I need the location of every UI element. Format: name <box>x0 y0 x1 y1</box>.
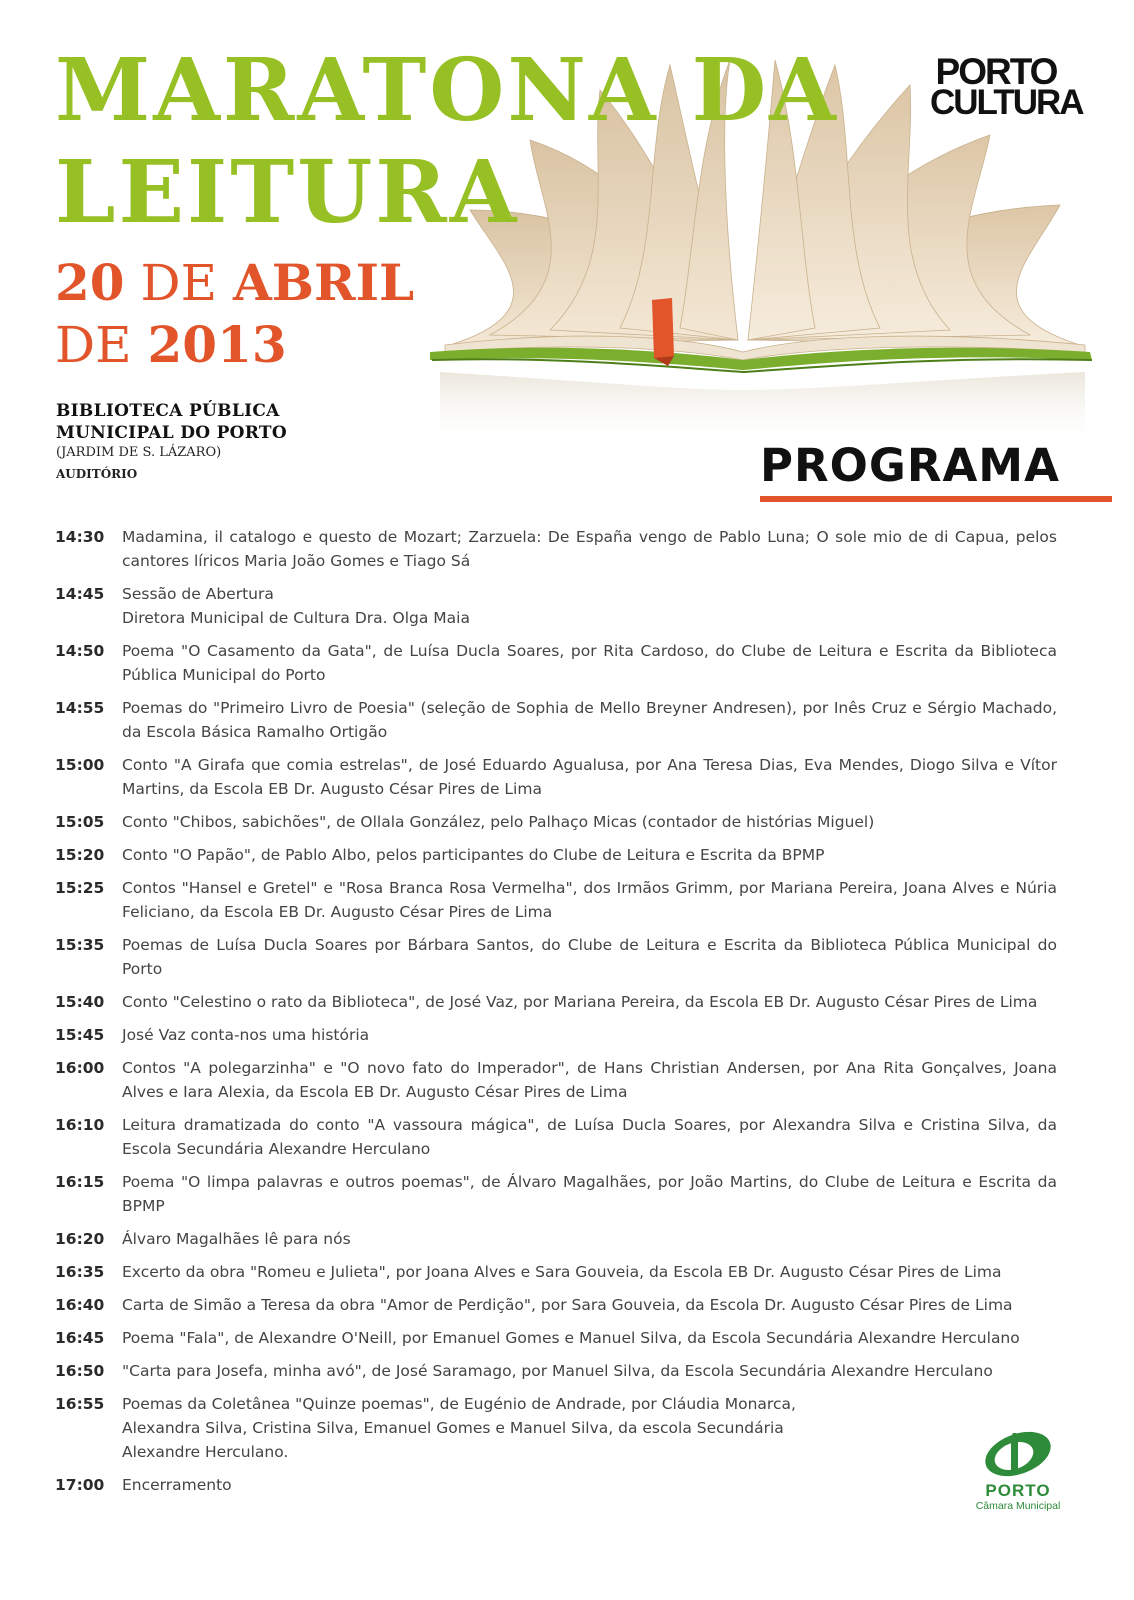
schedule-description: Contos "Hansel e Gretel" e "Rosa Branca Rosa Vermelha", dos Irmãos Grimm, por Mariana Pereira, Joana Alves e Núria Feliciano, da Escola EB Dr. Augusto César Pires de Lima <box>122 879 1057 921</box>
schedule-time: 14:30 <box>55 528 105 546</box>
schedule-time: 16:20 <box>55 1230 105 1248</box>
date-day: 20 <box>55 253 125 312</box>
schedule-row <box>55 1326 1057 1350</box>
event-title-line2: LEITURA <box>55 142 520 243</box>
schedule-time: 16:10 <box>55 1116 105 1134</box>
schedule-time: 16:45 <box>55 1329 105 1347</box>
schedule-row <box>55 1473 1057 1497</box>
schedule-row <box>55 1392 1057 1464</box>
schedule-time: 17:00 <box>55 1476 105 1494</box>
venue-address: (JARDIM DE S. LÁZARO) <box>56 445 222 460</box>
schedule-time: 15:20 <box>55 846 105 864</box>
schedule-description: Conto "Chibos, sabichões", de Ollala González, pelo Palhaço Micas (contador de histórias Miguel) <box>122 813 875 831</box>
schedule-time: 16:35 <box>55 1263 105 1281</box>
schedule-time: 16:55 <box>55 1395 105 1413</box>
venue-block <box>56 400 287 486</box>
date-month: ABRIL <box>233 253 415 312</box>
schedule-row <box>55 582 1057 630</box>
venue-name-line1: BIBLIOTECA PÚBLICA <box>56 401 280 421</box>
schedule-time: 16:40 <box>55 1296 105 1314</box>
schedule-time: 16:00 <box>55 1059 105 1077</box>
schedule-description: Carta de Simão a Teresa da obra "Amor de Perdição", por Sara Gouveia, da Escola Dr. Augusto César Pires de Lima <box>122 1296 1013 1314</box>
schedule-time: 14:55 <box>55 699 105 717</box>
schedule-description: Conto "Celestino o rato da Biblioteca", de José Vaz, por Mariana Pereira, da Escola EB Dr. Augusto César Pires de Lima <box>122 993 1038 1011</box>
porto-cultura-logo <box>930 51 1083 122</box>
schedule-description: Álvaro Magalhães lê para nós <box>122 1230 351 1248</box>
schedule-description: Conto "O Papão", de Pablo Albo, pelos participantes do Clube de Leitura e Escrita da BPMP <box>122 846 825 864</box>
schedule-time: 15:05 <box>55 813 105 831</box>
venue-room: AUDITÓRIO <box>56 467 138 481</box>
schedule-row <box>55 1023 1057 1047</box>
schedule-description: Leitura dramatizada do conto "A vassoura mágica", de Luísa Ducla Soares, por Alexandra Silva e Cristina Silva, da Escola Secundária Alexandre Herculano <box>122 1116 1057 1158</box>
schedule-row <box>55 525 1057 573</box>
schedule-row <box>55 1170 1057 1218</box>
date-de-1: DE <box>140 254 218 312</box>
venue-name-line2: MUNICIPAL DO PORTO <box>56 423 287 443</box>
schedule-time: 14:50 <box>55 642 105 660</box>
schedule-description: Poemas do "Primeiro Livro de Poesia" (seleção de Sophia de Mello Breyner Andresen), por Inês Cruz e Sérgio Machado, da Escola Básica Ramalho Ortigão <box>122 699 1057 741</box>
schedule-description: Poema "O limpa palavras e outros poemas", de Álvaro Magalhães, por João Martins, do Clube de Leitura e Escrita da BPMP <box>122 1173 1057 1215</box>
schedule-time: 16:50 <box>55 1362 105 1380</box>
schedule-description: "Carta para Josefa, minha avó", de José Saramago, por Manuel Silva, da Escola Secundária Alexandre Herculano <box>122 1362 993 1380</box>
event-title-line1: MARATONA DA <box>55 40 839 141</box>
porto-tower-emblem-icon <box>978 1424 1058 1478</box>
schedule-description: Conto "A Girafa que comia estrelas", de José Eduardo Agualusa, por Ana Teresa Dias, Eva Mendes, Diogo Silva e Vítor Martins, da Escola EB Dr. Augusto César Pires de Lima <box>122 756 1057 798</box>
camara-logo-subtitle: Câmara Municipal <box>975 1500 1061 1512</box>
schedule-row <box>55 876 1057 924</box>
schedule-row <box>55 1056 1057 1104</box>
schedule-time: 16:15 <box>55 1173 105 1191</box>
schedule-row <box>55 990 1057 1014</box>
schedule-row <box>55 843 1057 867</box>
schedule-description: Contos "A polegarzinha" e "O novo fato do Imperador", de Hans Christian Andersen, por Ana Rita Gonçalves, Joana Alves e Iara Alexia, da Escola EB Dr. Augusto César Pires de Lima <box>122 1059 1057 1101</box>
schedule-time: 15:40 <box>55 993 105 1011</box>
schedule-row <box>55 1359 1057 1383</box>
schedule-row <box>55 1293 1057 1317</box>
schedule-time: 15:35 <box>55 936 105 954</box>
schedule-description: Madamina, il catalogo e questo de Mozart; Zarzuela: De España vengo de Pablo Luna; O sole mio de di Capua, pelos cantores líricos Maria João Gomes e Tiago Sá <box>122 528 1057 570</box>
event-title <box>55 40 839 244</box>
schedule-row <box>55 696 1057 744</box>
program-schedule <box>55 525 1057 1506</box>
camara-municipal-logo <box>968 1424 1068 1513</box>
porto-cultura-logo-line2: CULTURA <box>930 83 1083 122</box>
schedule-description: Sessão de Abertura Diretora Municipal de Cultura Dra. Olga Maia <box>122 585 470 627</box>
schedule-time: 15:45 <box>55 1026 105 1044</box>
schedule-description: Excerto da obra "Romeu e Julieta", por Joana Alves e Sara Gouveia, da Escola EB Dr. Augusto César Pires de Lima <box>122 1263 1002 1281</box>
schedule-row <box>55 639 1057 687</box>
section-title: PROGRAMA <box>760 440 1112 502</box>
camara-logo-name: PORTO <box>985 1481 1051 1500</box>
schedule-description: Poemas da Coletânea "Quinze poemas", de Eugénio de Andrade, por Cláudia Monarca, Alexandra Silva, Cristina Silva, Emanuel Gomes e Manuel Silva, da escola Secundária Alexandre Herculano. <box>122 1395 796 1461</box>
schedule-row <box>55 1113 1057 1161</box>
schedule-time: 14:45 <box>55 585 105 603</box>
schedule-description: Poemas de Luísa Ducla Soares por Bárbara Santos, do Clube de Leitura e Escrita da Biblioteca Pública Municipal do Porto <box>122 936 1057 978</box>
schedule-time: 15:00 <box>55 756 105 774</box>
date-de-2: DE <box>55 316 132 374</box>
schedule-row <box>55 1227 1057 1251</box>
schedule-description: José Vaz conta-nos uma história <box>122 1026 370 1044</box>
schedule-description: Poema "O Casamento da Gata", de Luísa Ducla Soares, por Rita Cardoso, do Clube de Leitura e Escrita da Biblioteca Pública Municipal do Porto <box>122 642 1057 684</box>
event-date <box>55 252 414 376</box>
schedule-row <box>55 933 1057 981</box>
schedule-row <box>55 810 1057 834</box>
schedule-description: Encerramento <box>122 1476 232 1494</box>
schedule-time: 15:25 <box>55 879 105 897</box>
schedule-row <box>55 1260 1057 1284</box>
date-year: 2013 <box>147 315 287 374</box>
schedule-description: Poema "Fala", de Alexandre O'Neill, por Emanuel Gomes e Manuel Silva, da Escola Secundária Alexandre Herculano <box>122 1329 1020 1347</box>
schedule-row <box>55 753 1057 801</box>
porto-cultura-logo-line1: PORTO <box>935 51 1057 92</box>
